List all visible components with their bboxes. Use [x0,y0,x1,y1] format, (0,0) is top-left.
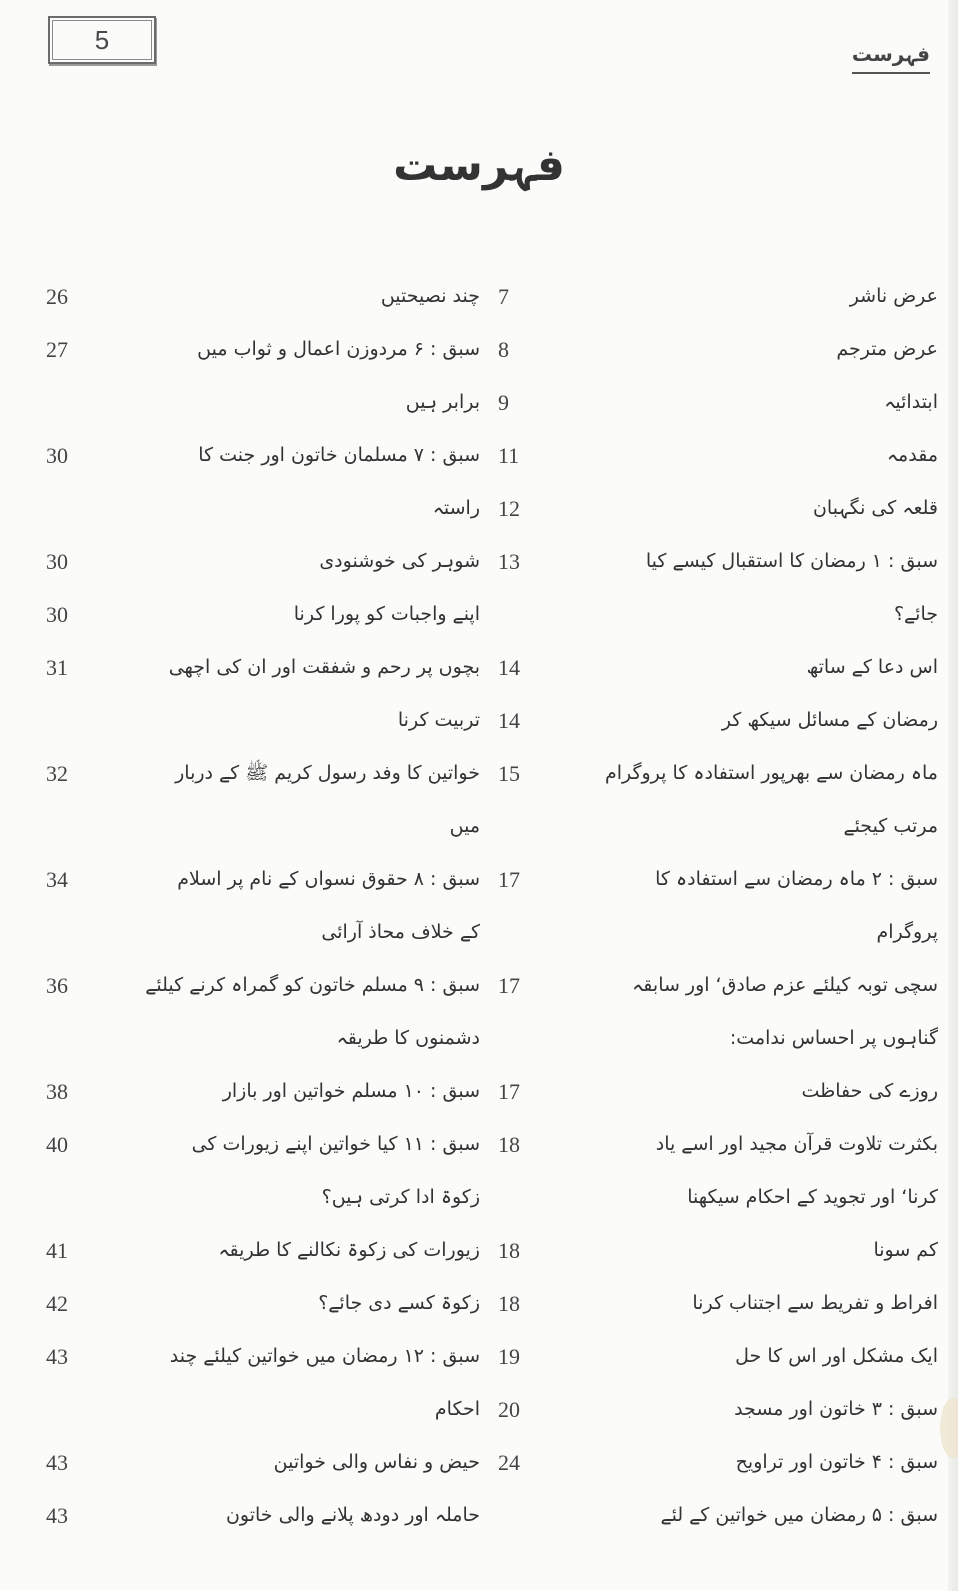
toc-entry-title: گناہوں پر احساس ندامت: [729,1027,938,1049]
toc-entry[interactable] [28,482,480,535]
toc-entry-title: چند نصیحتیں [380,285,480,307]
toc-entry-title: کم سونا [873,1239,938,1261]
toc-entry-title: ابتدائیہ [884,391,938,413]
toc-entry[interactable] [28,1171,480,1224]
toc-entry[interactable] [490,853,938,906]
toc-column-left [28,270,480,1542]
toc-entry-title: شوہر کی خوشنودی [319,550,480,572]
toc-entry[interactable] [28,694,480,747]
toc-entry-title: بچوں پر رحم و شفقت اور ان کی اچھی [168,656,480,678]
toc-page-number: 43 [46,1503,68,1528]
toc-page-number: 36 [46,973,68,998]
toc-entry-title: اس دعا کے ساتھ [806,656,938,678]
toc-page-number: 14 [498,708,520,733]
toc-entry[interactable] [490,429,938,482]
toc-entry[interactable] [490,1489,938,1542]
toc-entry-title: پروگرام [876,921,938,943]
toc-entry[interactable] [490,747,938,800]
toc-entry-title: سبق : ۱۰ مسلم خواتین اور بازار [222,1080,480,1102]
toc-entry-title: سبق : ۵ رمضان میں خواتین کے لئے [660,1504,938,1526]
toc-entry-title: راستہ [432,497,480,519]
toc-page-number: 24 [498,1450,520,1475]
toc-page-number: 14 [498,655,520,680]
toc-entry-title: سبق : ۸ حقوق نسواں کے نام پر اسلام [177,868,480,890]
toc-entry-title: روزے کی حفاظت [801,1080,938,1102]
toc-entry[interactable] [490,959,938,1012]
toc-entry-title: قلعہ کی نگہبان [812,497,938,519]
toc-entry[interactable] [28,1383,480,1436]
toc-entry[interactable] [490,1171,938,1224]
toc-entry-title: اپنے واجبات کو پورا کرنا [293,603,480,625]
toc-entry[interactable] [490,1383,938,1436]
page-title: فہرست [393,140,565,191]
toc-entry[interactable] [490,588,938,641]
toc-entry[interactable] [28,747,480,800]
toc-entry-title: سبق : ۶ مردوزن اعمال و ثواب میں [197,338,480,360]
toc-entry-title: سبق : ۱۲ رمضان میں خواتین کیلئے چند [169,1345,480,1367]
toc-page-number: 13 [498,549,520,574]
toc-page-number: 30 [46,549,68,574]
toc-entry[interactable] [490,1224,938,1277]
toc-entry[interactable] [28,376,480,429]
toc-entry[interactable] [28,1489,480,1542]
running-head: فہرست [852,42,930,74]
toc-entry-title: سبق : ۷ مسلمان خاتون اور جنت کا [198,444,480,466]
toc-entry-title: زیورات کی زکوۃ نکالنے کا طریقہ [218,1239,480,1261]
toc-page-number: 30 [46,602,68,627]
toc-entry[interactable] [490,694,938,747]
toc-entry-title: سبق : ۱۱ کیا خواتین اپنے زیورات کی [191,1133,480,1155]
toc-entry[interactable] [490,1012,938,1065]
toc-entry[interactable] [28,1277,480,1330]
toc-page-number: 26 [46,284,68,309]
toc-page-number: 9 [498,390,509,415]
page-edge-shadow [948,0,958,1591]
toc-entry[interactable] [490,800,938,853]
toc-entry[interactable] [490,1436,938,1489]
toc-entry-title: مقدمہ [886,444,938,466]
toc-page-number: 31 [46,655,68,680]
toc-entry[interactable] [28,800,480,853]
toc-page-number: 7 [498,284,509,309]
toc-entry-title: میں [449,815,480,837]
toc-page-number: 17 [498,1079,520,1104]
toc-entry-title: حاملہ اور دودھ پلانے والی خاتون [225,1504,480,1526]
toc-page-number: 17 [498,867,520,892]
toc-entry-title: زکوۃ ادا کرتی ہیں؟ [321,1186,480,1208]
toc-entry-title: جائے؟ [893,603,938,625]
toc-page-number: 12 [498,496,520,521]
toc-entry-title: کے خلاف محاذ آرائی [321,921,480,943]
toc-entry[interactable] [490,535,938,588]
toc-entry[interactable] [28,1065,480,1118]
toc-page-number: 43 [46,1450,68,1475]
toc-entry[interactable] [28,1436,480,1489]
toc-entry[interactable] [490,1065,938,1118]
toc-entry-title: سبق : ۲ ماہ رمضان سے استفادہ کا [655,868,938,890]
toc-entry-title: سبق : ۹ مسلم خاتون کو گمراہ کرنے کیلئے [145,974,480,996]
toc-entry[interactable] [28,429,480,482]
toc-entry-title: تربیت کرنا [397,709,480,731]
toc-entry[interactable] [28,641,480,694]
toc-entry-title: کرنا‘ اور تجوید کے احکام سیکھنا [687,1186,938,1208]
toc-page-number: 41 [46,1238,68,1263]
toc-entry-title: زکوۃ کسے دی جائے؟ [318,1292,480,1314]
toc-entry[interactable] [490,323,938,376]
toc-page-number: 43 [46,1344,68,1369]
toc-entry[interactable] [490,1118,938,1171]
toc-entry-title: حیض و نفاس والی خواتین [273,1451,480,1473]
toc-entry[interactable] [28,535,480,588]
toc-page-number: 42 [46,1291,68,1316]
toc-entry-title: خواتین کا وفد رسول کریم ﷺ کے دربار [175,762,480,784]
toc-entry[interactable] [490,482,938,535]
toc-entry-title: عرض ناشر [849,285,938,307]
toc-page-number: 38 [46,1079,68,1104]
toc-entry-title: سبق : ۴ خاتون اور تراویح [735,1451,938,1473]
toc-page-number: 34 [46,867,68,892]
toc-page-number: 27 [46,337,68,362]
toc-entry[interactable] [28,959,480,1012]
toc-entry[interactable] [28,270,480,323]
toc-entry-title: ایک مشکل اور اس کا حل [735,1345,938,1367]
toc-entry-title: دشمنوں کا طریقہ [336,1027,480,1049]
toc-entry[interactable] [28,1012,480,1065]
page-stain [940,1398,958,1458]
toc-entry-title: سچی توبہ کیلئے عزم صادق‘ اور سابقہ [632,974,938,996]
toc-page-number: 11 [498,443,520,468]
toc-entry[interactable] [490,641,938,694]
toc-entry-title: سبق : ۳ خاتون اور مسجد [734,1398,938,1420]
toc-page-number: 8 [498,337,509,362]
toc-page-number: 17 [498,973,520,998]
toc-entry-title: احکام [434,1398,480,1420]
toc-entry[interactable] [490,270,938,323]
toc-entry-title: بکثرت تلاوت قرآن مجید اور اسے یاد [655,1133,938,1155]
toc-entry[interactable] [490,1330,938,1383]
toc-entry[interactable] [28,1118,480,1171]
toc-page-number: 20 [498,1397,520,1422]
toc-page-number: 30 [46,443,68,468]
toc-page-number: 19 [498,1344,520,1369]
toc-entry-title: رمضان کے مسائل سیکھ کر [721,709,938,731]
toc-column-right [490,270,938,1542]
toc-entry-title: عرض مترجم [836,338,938,360]
toc-entry-title: افراط و تفریط سے اجتناب کرنا [692,1292,938,1314]
toc-entry[interactable] [490,906,938,959]
toc-page-number: 32 [46,761,68,786]
toc-entry[interactable] [28,1224,480,1277]
toc-page-number: 18 [498,1132,520,1157]
toc-entry[interactable] [28,906,480,959]
toc-entry-title: مرتب کیجئے [843,815,938,837]
toc-page-number: 15 [498,761,520,786]
page-number: 5 [48,16,156,64]
toc-entry[interactable] [490,376,938,429]
toc-entry[interactable] [490,1277,938,1330]
toc-entry-title: ماہ رمضان سے بھرپور استفادہ کا پروگرام [604,762,938,784]
toc-page-number: 40 [46,1132,68,1157]
toc-entry-title: سبق : ۱ رمضان کا استقبال کیسے کیا [645,550,938,572]
toc-page-number: 18 [498,1291,520,1316]
toc-entry[interactable] [28,1330,480,1383]
toc-entry[interactable] [28,853,480,906]
toc-entry[interactable] [28,323,480,376]
toc-page-number: 18 [498,1238,520,1263]
toc-entry-title: برابر ہیں [405,391,480,413]
toc-entry[interactable] [28,588,480,641]
